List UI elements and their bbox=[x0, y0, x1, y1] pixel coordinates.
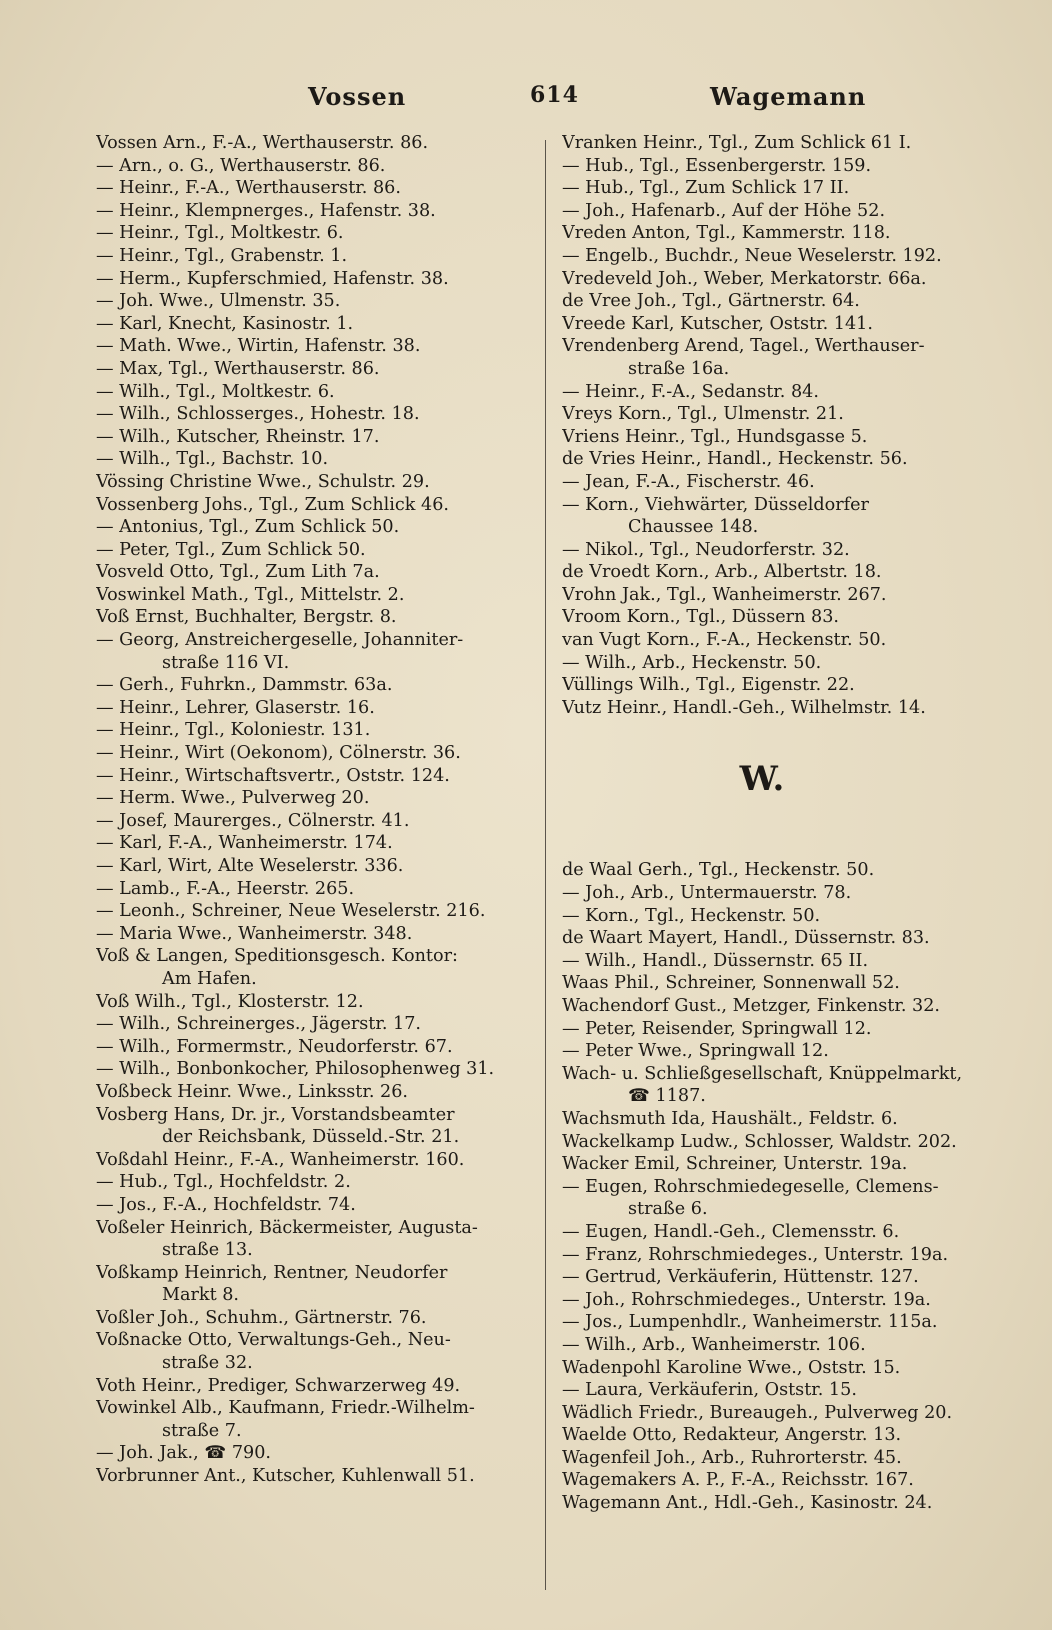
directory-entry: Vreede Karl, Kutscher, Oststr. 141. bbox=[562, 313, 873, 334]
directory-entry: Wagemakers A. P., F.-A., Reichsstr. 167. bbox=[562, 1470, 914, 1491]
directory-entry: van Vugt Korn., F.-A., Heckenstr. 50. bbox=[562, 630, 887, 651]
directory-entry: Vredeveld Joh., Weber, Merkatorstr. 66a. bbox=[562, 268, 927, 289]
directory-entry: — Maria Wwe., Wanheimerstr. 348. bbox=[96, 923, 413, 944]
directory-entry: — Heinr., F.-A., Sedanstr. 84. bbox=[562, 381, 819, 402]
directory-entry: straße 7. bbox=[162, 1420, 242, 1441]
directory-entry: Wadenpohl Karoline Wwe., Oststr. 15. bbox=[562, 1357, 901, 1378]
directory-entry: Vossenberg Johs., Tgl., Zum Schlick 46. bbox=[96, 494, 450, 515]
directory-entry: — Heinr., Tgl., Grabenstr. 1. bbox=[96, 245, 348, 266]
directory-entry: straße 13. bbox=[162, 1240, 253, 1261]
directory-entry: — Antonius, Tgl., Zum Schlick 50. bbox=[96, 517, 400, 538]
directory-entry: de Vries Heinr., Handl., Heckenstr. 56. bbox=[562, 449, 908, 470]
directory-entry: — Wilh., Tgl., Moltkestr. 6. bbox=[96, 381, 335, 402]
directory-entry: — Karl, F.-A., Wanheimerstr. 174. bbox=[96, 833, 393, 854]
directory-entry: Voßeler Heinrich, Bäckermeister, Augusta- bbox=[96, 1217, 478, 1238]
directory-entry: Vüllings Wilh., Tgl., Eigenstr. 22. bbox=[562, 675, 855, 696]
right-column-lower bbox=[562, 859, 1002, 1514]
directory-entry: straße 116 VI. bbox=[162, 652, 290, 673]
directory-entry: — Karl, Wirt, Alte Weselerstr. 336. bbox=[96, 856, 404, 876]
directory-entry: — Jos., F.-A., Hochfeldstr. 74. bbox=[96, 1194, 356, 1215]
directory-entry: Voß Wilh., Tgl., Klosterstr. 12. bbox=[96, 991, 364, 1012]
directory-entry: — Wilh., Bonbonkocher, Philosophenweg 31. bbox=[96, 1059, 495, 1080]
section-letter: W. bbox=[739, 759, 785, 800]
directory-entry: — Joh. Wwe., Ulmenstr. 35. bbox=[96, 291, 341, 312]
directory-entry: Chaussee 148. bbox=[628, 517, 759, 538]
directory-entry: — Heinr., Wirtschaftsvertr., Oststr. 124. bbox=[96, 765, 450, 786]
directory-entry: — Herm., Kupferschmied, Hafenstr. 38. bbox=[96, 268, 449, 289]
directory-entry: de Waart Mayert, Handl., Düssernstr. 83. bbox=[562, 928, 930, 949]
directory-entry: — Joh., Arb., Untermauerstr. 78. bbox=[562, 883, 852, 904]
directory-entry: — Heinr., Tgl., Moltkestr. 6. bbox=[96, 223, 344, 244]
directory-entry: Vrohn Jak., Tgl., Wanheimerstr. 267. bbox=[562, 584, 887, 605]
directory-entry: Vrendenberg Arend, Tagel., Werthauser- bbox=[562, 336, 925, 357]
directory-entry: straße 6. bbox=[628, 1199, 708, 1220]
directory-entry: Vössing Christine Wwe., Schulstr. 29. bbox=[96, 471, 430, 492]
header-left-keyword: Vossen bbox=[308, 82, 407, 111]
directory-entry: — Leonh., Schreiner, Neue Weselerstr. 216. bbox=[96, 901, 486, 922]
header-right-keyword: Wagemann bbox=[710, 82, 867, 111]
directory-entry: — Heinr., Wirt (Oekonom), Cölnerstr. 36. bbox=[96, 743, 461, 764]
directory-entry: Wacker Emil, Schreiner, Unterstr. 19a. bbox=[562, 1154, 908, 1175]
directory-entry: — Heinr., Lehrer, Glaserstr. 16. bbox=[96, 697, 375, 718]
directory-entry: — Jos., Lumpenhdlr., Wanheimerstr. 115a. bbox=[562, 1312, 938, 1333]
directory-entry: — Joh., Hafenarb., Auf der Höhe 52. bbox=[562, 200, 886, 221]
directory-entry: — Max, Tgl., Werthauserstr. 86. bbox=[96, 358, 380, 379]
directory-entry: — Arn., o. G., Werthauserstr. 86. bbox=[96, 155, 386, 176]
directory-entry: Wagemann Ant., Hdl.-Geh., Kasinostr. 24. bbox=[562, 1493, 933, 1514]
directory-entry: Vorbrunner Ant., Kutscher, Kuhlenwall 51. bbox=[96, 1466, 475, 1487]
directory-entry: — Hub., Tgl., Essenbergerstr. 159. bbox=[562, 155, 872, 176]
directory-entry: — Korn., Viehwärter, Düsseldorfer bbox=[562, 494, 869, 515]
directory-entry: Vosveld Otto, Tgl., Zum Lith 7a. bbox=[96, 562, 380, 583]
directory-entry: Voth Heinr., Prediger, Schwarzerweg 49. bbox=[96, 1375, 461, 1396]
directory-entry: Vossen Arn., F.-A., Werthauserstr. 86. bbox=[96, 133, 429, 153]
directory-entry: Markt 8. bbox=[162, 1285, 240, 1306]
directory-entry: — Gertrud, Verkäuferin, Hüttenstr. 127. bbox=[562, 1267, 919, 1288]
directory-entry: Vreys Korn., Tgl., Ulmenstr. 21. bbox=[562, 404, 844, 425]
directory-entry: Vreden Anton, Tgl., Kammerstr. 118. bbox=[562, 223, 891, 244]
directory-entry: — Wilh., Schreinerges., Jägerstr. 17. bbox=[96, 1014, 422, 1035]
directory-entry: — Wilh., Handl., Düssernstr. 65 II. bbox=[562, 950, 869, 971]
directory-entry: Voß & Langen, Speditionsgesch. Kontor: bbox=[96, 946, 458, 967]
directory-entry: Voß Ernst, Buchhalter, Bergstr. 8. bbox=[96, 607, 397, 628]
directory-entry: Wachendorf Gust., Metzger, Finkenstr. 32. bbox=[562, 996, 941, 1016]
directory-entry: — Eugen, Rohrschmiedegeselle, Clemens- bbox=[562, 1176, 939, 1197]
directory-entry: Vriens Heinr., Tgl., Hundsgasse 5. bbox=[562, 426, 868, 447]
directory-entry: de Waal Gerh., Tgl., Heckenstr. 50. bbox=[562, 860, 875, 881]
directory-entry: — Engelb., Buchdr., Neue Weselerstr. 192. bbox=[562, 245, 942, 266]
directory-entry: — Wilh., Schlosserges., Hohestr. 18. bbox=[96, 404, 420, 425]
directory-entry: — Wilh., Arb., Wanheimerstr. 106. bbox=[562, 1334, 866, 1355]
directory-entry: — Hub., Tgl., Hochfeldstr. 2. bbox=[96, 1172, 351, 1193]
directory-entry: — Karl, Knecht, Kasinostr. 1. bbox=[96, 313, 354, 334]
directory-entry: — Wilh., Formermstr., Neudorferstr. 67. bbox=[96, 1036, 453, 1057]
directory-entry: Vranken Heinr., Tgl., Zum Schlick 61 I. bbox=[562, 133, 912, 153]
directory-entry: Vutz Heinr., Handl.-Geh., Wilhelmstr. 14. bbox=[562, 697, 926, 718]
directory-entry: Wackelkamp Ludw., Schlosser, Waldstr. 202. bbox=[562, 1131, 957, 1152]
directory-entry: Vowinkel Alb., Kaufmann, Friedr.-Wilhelm- bbox=[96, 1398, 475, 1419]
directory-entry: — Josef, Maurerges., Cölnerstr. 41. bbox=[96, 810, 410, 831]
directory-entry: Wach- u. Schließgesellschaft, Knüppelmarkt, bbox=[562, 1063, 963, 1084]
directory-entry: Wädlich Friedr., Bureaugeh., Pulverweg 20. bbox=[562, 1402, 953, 1423]
directory-entry: — Peter, Tgl., Zum Schlick 50. bbox=[96, 539, 366, 560]
directory-entry: Wagenfeil Joh., Arb., Ruhrorterstr. 45. bbox=[562, 1447, 902, 1468]
directory-entry: — Franz, Rohrschmiedeges., Unterstr. 19a. bbox=[562, 1244, 949, 1265]
directory-entry: — Wilh., Arb., Heckenstr. 50. bbox=[562, 652, 822, 673]
directory-entry: — Hub., Tgl., Zum Schlick 17 II. bbox=[562, 178, 850, 199]
directory-entry: Waas Phil., Schreiner, Sonnenwall 52. bbox=[562, 973, 900, 994]
directory-entry: — Nikol., Tgl., Neudorferstr. 32. bbox=[562, 539, 850, 560]
directory-entry: Vroom Korn., Tgl., Düssern 83. bbox=[562, 607, 839, 628]
directory-entry: straße 32. bbox=[162, 1353, 253, 1374]
directory-entry: Waelde Otto, Redakteur, Angerstr. 13. bbox=[562, 1425, 902, 1446]
right-column bbox=[562, 132, 1002, 1515]
column-divider bbox=[545, 140, 546, 1590]
directory-entry: Voßbeck Heinr. Wwe., Linksstr. 26. bbox=[96, 1081, 408, 1102]
directory-entry: — Heinr., Klempnerges., Hafenstr. 38. bbox=[96, 200, 436, 221]
right-column-upper bbox=[562, 132, 1002, 719]
directory-entry: — Wilh., Kutscher, Rheinstr. 17. bbox=[96, 426, 380, 447]
left-column bbox=[96, 132, 536, 1488]
directory-entry: — Heinr., F.-A., Werthauserstr. 86. bbox=[96, 178, 401, 199]
directory-entry: Voßdahl Heinr., F.-A., Wanheimerstr. 160. bbox=[96, 1149, 465, 1170]
directory-entry: Voßkamp Heinrich, Rentner, Neudorfer bbox=[96, 1262, 448, 1283]
directory-entry: — Herm. Wwe., Pulverweg 20. bbox=[96, 788, 370, 809]
directory-entry: de Vroedt Korn., Arb., Albertstr. 18. bbox=[562, 562, 882, 583]
directory-entry: — Joh. Jak., ☎ 790. bbox=[96, 1443, 272, 1464]
directory-entry: — Peter, Reisender, Springwall 12. bbox=[562, 1018, 872, 1039]
directory-entry: Am Hafen. bbox=[162, 968, 257, 989]
directory-entry: Voßnacke Otto, Verwaltungs-Geh., Neu- bbox=[96, 1330, 451, 1351]
directory-entry: Wachsmuth Ida, Haushält., Feldstr. 6. bbox=[562, 1108, 898, 1129]
directory-entry: straße 16a. bbox=[628, 358, 730, 379]
directory-entry: — Wilh., Tgl., Bachstr. 10. bbox=[96, 449, 329, 470]
directory-entry: — Lamb., F.-A., Heerstr. 265. bbox=[96, 878, 355, 899]
directory-entry: — Eugen, Handl.-Geh., Clemensstr. 6. bbox=[562, 1221, 900, 1242]
directory-entry: de Vree Joh., Tgl., Gärtnerstr. 64. bbox=[562, 291, 860, 312]
directory-entry: — Math. Wwe., Wirtin, Hafenstr. 38. bbox=[96, 336, 421, 357]
directory-entry: — Joh., Rohrschmiedeges., Unterstr. 19a. bbox=[562, 1289, 931, 1310]
directory-entry: ☎ 1187. bbox=[628, 1086, 706, 1107]
page-header bbox=[90, 82, 867, 116]
directory-entry: Voßler Joh., Schuhm., Gärtnerstr. 76. bbox=[96, 1307, 427, 1328]
directory-entry: — Laura, Verkäuferin, Oststr. 15. bbox=[562, 1380, 857, 1401]
directory-entry: — Peter Wwe., Springwall 12. bbox=[562, 1041, 829, 1062]
page-number: 614 bbox=[530, 82, 579, 108]
directory-entry: Vosberg Hans, Dr. jr., Vorstandsbeamter bbox=[96, 1104, 455, 1125]
directory-entry: der Reichsbank, Düsseld.-Str. 21. bbox=[162, 1127, 460, 1148]
directory-entry: — Gerh., Fuhrkn., Dammstr. 63a. bbox=[96, 675, 393, 696]
directory-entry: — Heinr., Tgl., Koloniestr. 131. bbox=[96, 720, 371, 741]
directory-entry: — Korn., Tgl., Heckenstr. 50. bbox=[562, 905, 821, 926]
directory-entry: — Jean, F.-A., Fischerstr. 46. bbox=[562, 471, 815, 492]
directory-entry: — Georg, Anstreichergeselle, Johanniter- bbox=[96, 630, 464, 651]
directory-entry: Voswinkel Math., Tgl., Mittelstr. 2. bbox=[96, 584, 405, 605]
